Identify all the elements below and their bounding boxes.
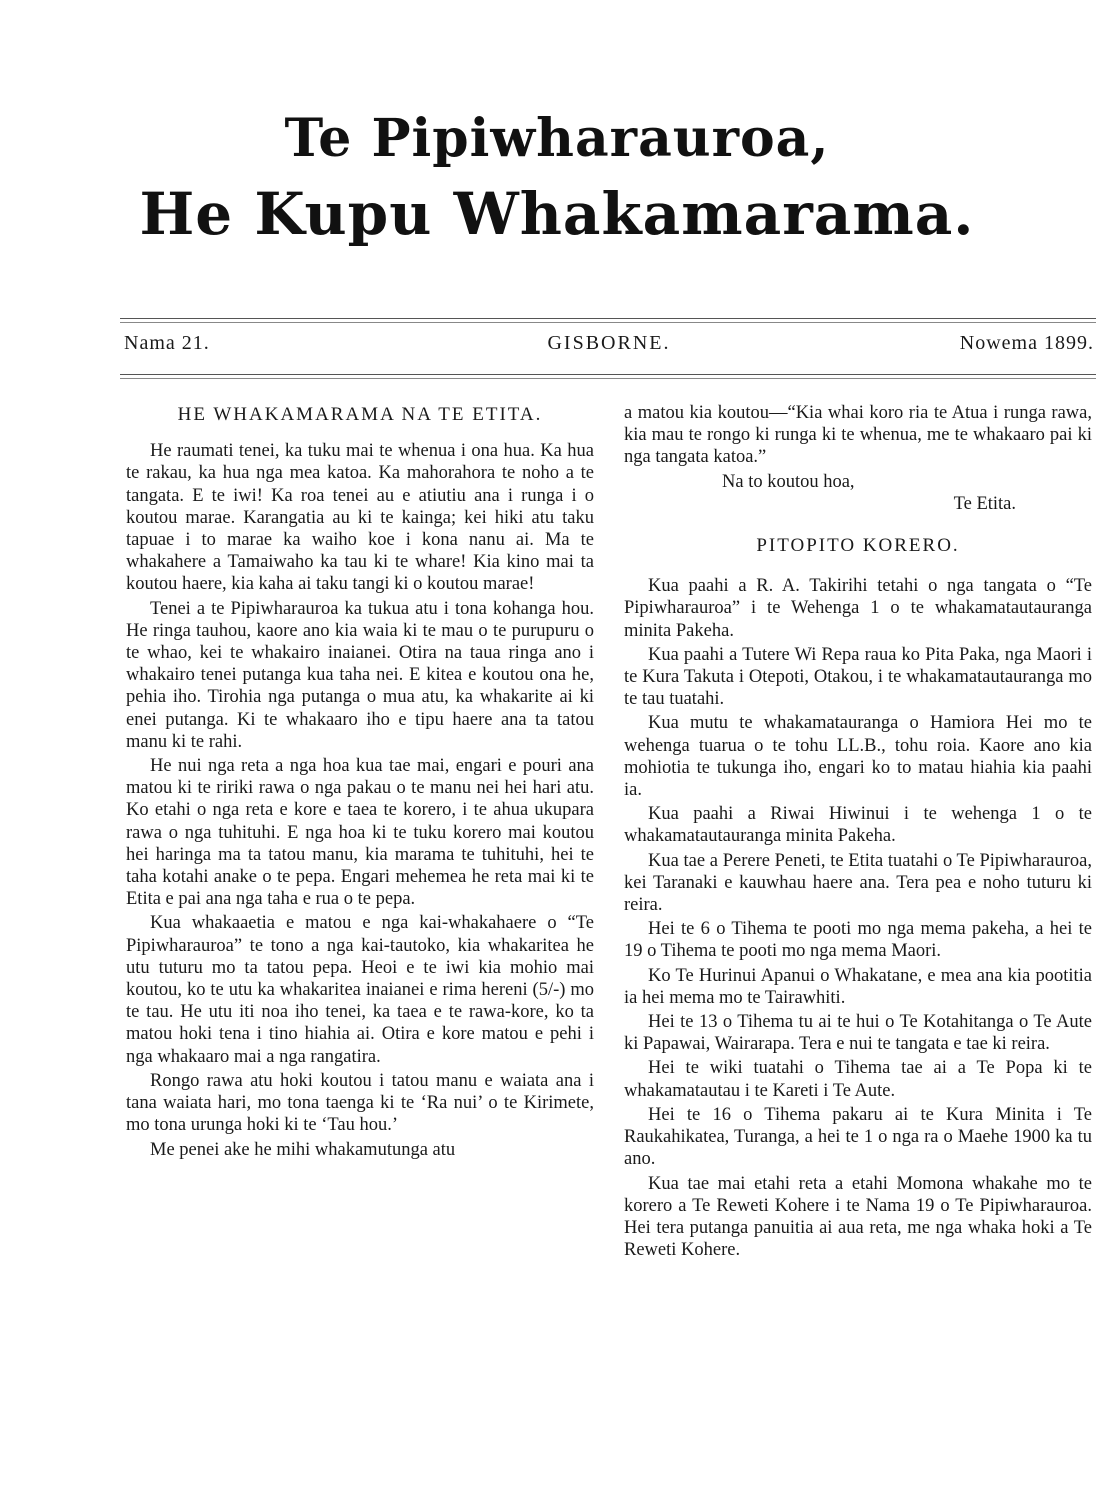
news-heading: PITOPITO KORERO.: [756, 535, 960, 557]
editorial-paragraph: Kua whakaaetia e matou e nga kai-whakahaere o “Te Pipiwharauroa” te tono a nga kai-tautoko, kia whakaritea he utu tuturu mo ta tatou pepa. Heoi e te iwi kia mohio mai koutou, ko te utu ka whakaritea inaianei e rima hereni (5/-) mo te tau. He utu iti noa iho tenei, ka taea e te rawa-kore, ko ta matou hoki tena i tino hiahia ai. Otira e kore matou e pehi i nga whakaaro mai a nga rangatira.: [126, 913, 594, 1067]
editorial-continuation: a matou kia koutou—“Kia whai koro ria te Atua i runga rawa, kia mau te rongo ki runga ki te whenua, me te whakaaro pai ki nga tangata katoa.”: [624, 403, 1092, 468]
news-item: Kua tae mai etahi reta a etahi Momona whakahe mo te korero a Te Reweti Kohere i te Nama 19 o Te Pipiwharauroa. Hei tera putanga panuitia ai aua reta, me nga whaka hoki a Te Reweti Kohere.: [624, 1173, 1092, 1261]
news-item: Kua paahi a R. A. Takirihi tetahi o nga tangata o “Te Pipiwharauroa” i te Wehenga 1 o te whakamatautauranga minita Pakeha.: [624, 576, 1092, 641]
editorial-paragraph: Tenei a te Pipiwharauroa ka tukua atu i tona kohanga hou. He ringa tauhou, kaore ano kia waia ki te mau o te purupuru o te whao, kei te whakairo inaianei. Otira na taua ringa ano i whakairo tenei putanga kua taha nei. E kitea e koutou ona he, pehia iho. Tirohia nga putanga o mua atu, ka whakarite ai ki enei putanga. Ki te whakaaro iho e tipu haere ana ta tatou manu ki te rahi.: [126, 598, 594, 752]
issue-date: Nowema 1899.: [959, 332, 1094, 354]
editorial-paragraph: Me penei ake he mihi whakamutunga atu: [150, 1139, 456, 1160]
issue-place: GISBORNE.: [547, 332, 671, 354]
bottom-rule-divider: [120, 374, 1096, 379]
editorial-paragraph: Rongo rawa atu hoki koutou i tatou manu e waiata ana i tana waiata hari, mo tona taenga ki te ‘Ra nui’ o te Kirimete, mo tona urunga hoki ki te ‘Tau hou.’: [126, 1070, 594, 1136]
news-item: Kua paahi a Riwai Hiwinui i te wehenga 1 o te whakamatautauranga minita Pakeha.: [624, 804, 1092, 847]
editorial-heading: HE WHAKAMARAMA NA TE ETITA.: [177, 404, 543, 425]
editorial-paragraph: He raumati tenei, ka tuku mai te whenua i ona hua. Ka hua te rakau, ka hua nga mea katoa. Ka mahorahora te noho a te tangata. E te iwi! Ka roa tenei au e atiutiu ana i runga i o koutou marae. Karangatia au ki te kainga; kei hiki atu taku tapuae i to marae ka waiho koe i kona nanu ai. Ma te whakahere a Tamaiwaho ka tau ki te whare! Kia kino mai ta koutou haere, kia kaha ai taku tangi ki o koutou marae!: [126, 441, 594, 595]
news-item: Hei te 16 o Tihema pakaru ai te Kura Minita i Te Raukahikatea, Turanga, a hei te 1 o nga ra o Maehe 1900 ka tu ano.: [624, 1104, 1092, 1170]
editorial-signoff: Na to koutou hoa,: [722, 471, 855, 492]
editorial-signature: Te Etita.: [953, 493, 1016, 514]
newspaper-subtitle: He Kupu Whakamarama.: [139, 180, 975, 248]
news-item: Ko Te Hurinui Apanui o Whakatane, e mea ana kia pootitia ia hei mema mo te Tairawhiti.: [624, 965, 1092, 1008]
news-item: Kua paahi a Tutere Wi Repa raua ko Pita Paka, nga Maori i te Kura Takuta i Otepoti, Otakou, i te whakamatautauranga mo te tau tuatahi.: [624, 644, 1092, 710]
top-rule-divider: [120, 318, 1096, 323]
news-item: Hei te wiki tuatahi o Tihema tae ai a Te Popa ki te whakamatautau i te Kareti i Te Aute.: [624, 1058, 1092, 1101]
newspaper-title: Te Pipiwharauroa,: [284, 108, 830, 169]
news-item: Kua tae a Perere Peneti, te Etita tuatahi o Te Pipiwharauroa, kei Taranaki e kauwhau haere ana. Tera pea e noho tuturu ki reira.: [624, 850, 1092, 916]
news-item: Hei te 6 o Tihema te pooti mo nga mema pakeha, a hei te 19 o Tihema te pooti mo nga mema Maori.: [624, 919, 1092, 962]
left-column: [126, 404, 594, 1163]
issue-number: Nama 21.: [124, 332, 210, 354]
issue-info-bar: [124, 332, 1094, 362]
news-item: Kua mutu te whakamatauranga o Hamiora Hei mo te wehenga tuarua o te tohu LL.B., tohu roia. Kaore ano kia mohiotia te tukunga iho, engari ko to matau hiahia kia paahi ia.: [624, 713, 1092, 801]
news-item: Hei te 13 o Tihema tu ai te hui o Te Kotahitanga o Te Aute ki Papawai, Wairarapa. Tera e nui te tangata e tae ki reira.: [624, 1012, 1092, 1055]
right-column: [624, 402, 1092, 1263]
masthead: [0, 104, 1114, 254]
editorial-paragraph: He nui nga reta a nga hoa kua tae mai, engari e pouri ana matou ki te ririki rawa o nga pakau o te manu nei hei hari atu. Ko etahi o nga reta e kore e taea te korero, i te ahua ukupara rawa o nga tuhituhi. E nga hoa ki te tuku korero mai koutou hei haringa ma ta tatou manu, kia marama te tuhituhi, hei te taha kotahi anake o te pepa. Engari mehemea he reta mai ki te Etita e pai ana nga taha e rua o te pepa.: [126, 756, 594, 910]
